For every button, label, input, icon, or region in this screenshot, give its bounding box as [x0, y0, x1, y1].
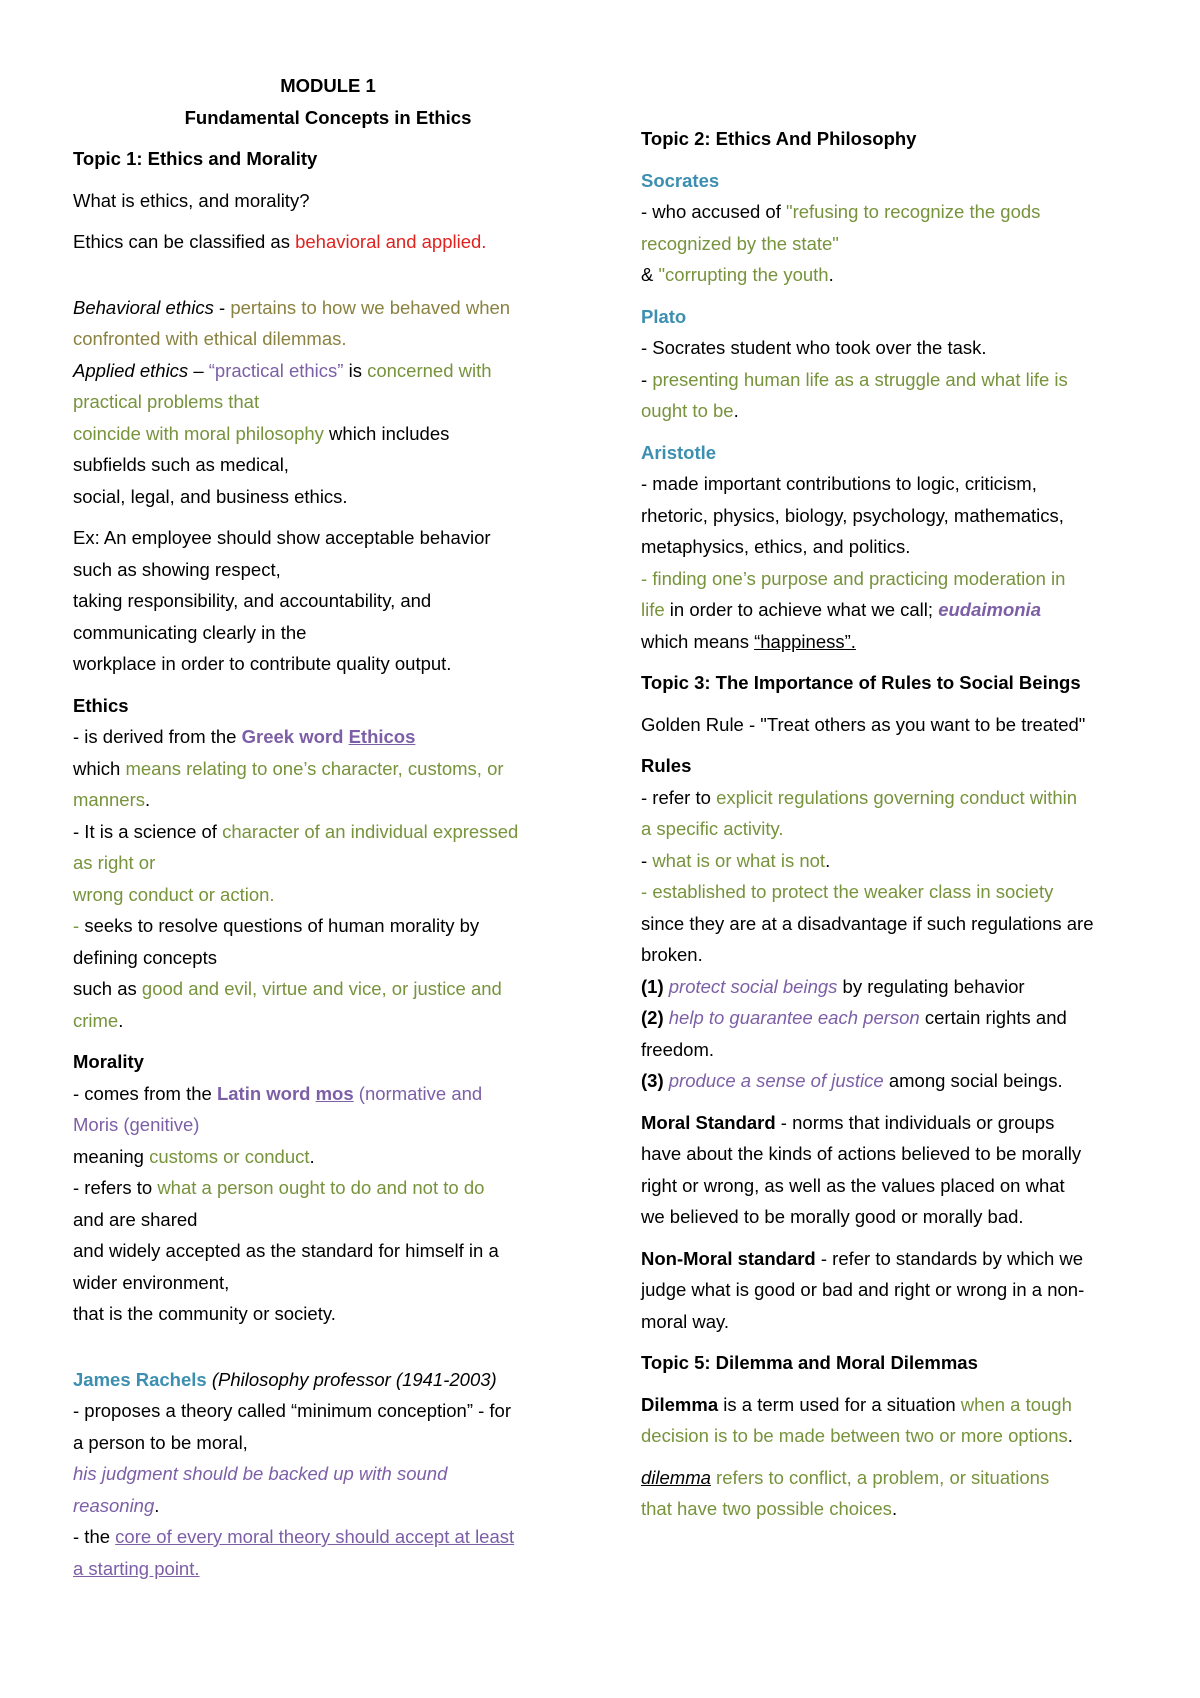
- plato-line-3: ought to be.: [641, 400, 739, 421]
- ethics-line-4: - It is a science of character of an individual expressed: [73, 820, 519, 842]
- ethics-line-8: defining concepts: [73, 946, 217, 968]
- rachels-line-2: - proposes a theory called “minimum conception” - for: [73, 1400, 512, 1421]
- moral-standard-line-2: have about the kinds of actions believed to be morally: [641, 1143, 1082, 1164]
- rules-line-2: a specific activity.: [641, 818, 784, 839]
- right-column: [641, 123, 1146, 1525]
- dilemma2-line-1: dilemma refers to conflict, a problem, or situations: [641, 1466, 1050, 1488]
- morality-line-7: wider environment,: [73, 1271, 230, 1293]
- moral-standard-line-3: right or wrong, as well as the values placed on what: [641, 1174, 1065, 1196]
- rachels-line-1: James Rachels (Philosophy professor (1941-2003): [73, 1368, 497, 1390]
- rules-line-4: - established to protect the weaker class in society: [641, 881, 1054, 902]
- ethics-line-10: crime.: [73, 1009, 124, 1031]
- plato-line-2: - presenting human life as a struggle and what life is: [641, 368, 1068, 390]
- behavioral-line-1: Behavioral ethics - pertains to how we behaved when: [73, 296, 511, 318]
- plato-heading: Plato: [641, 305, 687, 327]
- behavioral-line-2: confronted with ethical dilemmas.: [73, 328, 347, 349]
- example-line-3: taking responsibility, and accountability, and: [73, 590, 432, 611]
- morality-line-8: that is the community or society.: [73, 1303, 336, 1324]
- morality-line-1: - comes from the Latin word mos (normative and: [73, 1082, 483, 1104]
- rules-line-6: broken.: [641, 944, 703, 965]
- example-line-2: such as showing respect,: [73, 558, 281, 580]
- golden-rule: Golden Rule - "Treat others as you want to be treated": [641, 713, 1086, 735]
- nonmoral-line-2: judge what is good or bad and right or wrong in a non-: [641, 1279, 1085, 1300]
- rachels-line-6: - the core of every moral theory should accept at least: [73, 1526, 515, 1547]
- moral-standard-line-4: we believed to be morally good or morally bad.: [641, 1206, 1024, 1227]
- dilemma2-line-2: that have two possible choices.: [641, 1498, 898, 1519]
- dilemma-line-2: decision is to be made between two or more options.: [641, 1425, 1073, 1446]
- nonmoral-line-1: Non-Moral standard - refer to standards by which we: [641, 1247, 1084, 1269]
- morality-line-4: - refers to what a person ought to do and not to do: [73, 1177, 485, 1198]
- aristotle-line-5: life in order to achieve what we call; eudaimonia: [641, 599, 1041, 620]
- left-column: [73, 70, 583, 1584]
- rules-line-3: - what is or what is not.: [641, 849, 831, 871]
- ethics-line-3: manners.: [73, 789, 151, 810]
- rachels-line-4: his judgment should be backed up with sound: [73, 1463, 448, 1484]
- rules-heading: Rules: [641, 755, 692, 776]
- rule-item-2: (2) help to guarantee each person certain rights and: [641, 1007, 1067, 1028]
- ethics-line-1: - is derived from the Greek word Ethicos: [73, 726, 416, 747]
- applied-line-2: practical problems that: [73, 391, 260, 412]
- rule-item-1: (1) protect social beings by regulating behavior: [641, 975, 1025, 997]
- topic5-heading: Topic 5: Dilemma and Moral Dilemmas: [641, 1352, 978, 1373]
- moral-standard-line-1: Moral Standard - norms that individuals or groups: [641, 1111, 1055, 1133]
- rachels-line-7: a starting point.: [73, 1557, 200, 1579]
- rules-line-1: - refer to explicit regulations governing conduct within: [641, 786, 1078, 808]
- topic3-heading: Topic 3: The Importance of Rules to Social Beings: [641, 672, 1081, 693]
- module-label: MODULE 1: [280, 75, 376, 96]
- applied-line-1: Applied ethics – “practical ethics” is concerned with: [73, 359, 492, 381]
- rules-line-5: since they are at a disadvantage if such regulations are: [641, 912, 1094, 934]
- socrates-line-3: & "corrupting the youth.: [641, 264, 834, 285]
- aristotle-heading: Aristotle: [641, 441, 717, 463]
- ethics-line-2: which means relating to one’s character, customs, or: [73, 757, 504, 779]
- socrates-heading: Socrates: [641, 169, 720, 191]
- morality-line-2: Moris (genitive): [73, 1114, 200, 1135]
- socrates-line-2: recognized by the state": [641, 232, 839, 254]
- aristotle-line-4: - finding one’s purpose and practicing moderation in: [641, 567, 1066, 589]
- morality-heading: Morality: [73, 1051, 144, 1072]
- rule-item-3: (3) produce a sense of justice among social beings.: [641, 1070, 1063, 1091]
- ethics-line-6: wrong conduct or action.: [73, 883, 275, 905]
- rachels-line-3: a person to be moral,: [73, 1431, 248, 1453]
- aristotle-line-3: metaphysics, ethics, and politics.: [641, 536, 911, 557]
- ethics-line-7: - seeks to resolve questions of human morality by: [73, 915, 480, 936]
- example-line-1: Ex: An employee should show acceptable behavior: [73, 527, 491, 548]
- example-line-4: communicating clearly in the: [73, 621, 307, 643]
- morality-line-3: meaning customs or conduct.: [73, 1145, 315, 1167]
- page-title: Fundamental Concepts in Ethics: [184, 106, 472, 128]
- dilemma-line-1: Dilemma is a term used for a situation when a tough: [641, 1393, 1072, 1415]
- applied-line-5: social, legal, and business ethics.: [73, 485, 348, 507]
- ethics-line-9: such as good and evil, virtue and vice, or justice and: [73, 978, 502, 999]
- topic2-heading: Topic 2: Ethics And Philosophy: [641, 128, 917, 149]
- ethics-line-5: as right or: [73, 852, 156, 873]
- morality-line-5: and are shared: [73, 1208, 198, 1230]
- applied-line-3: coincide with moral philosophy which includes: [73, 422, 450, 444]
- aristotle-line-6: which means “happiness”.: [641, 630, 856, 652]
- topic1-heading: Topic 1: Ethics and Morality: [73, 148, 318, 169]
- aristotle-line-1: - made important contributions to logic, criticism,: [641, 473, 1037, 494]
- ethics-heading: Ethics: [73, 694, 129, 716]
- rachels-line-5: reasoning.: [73, 1494, 160, 1516]
- morality-line-6: and widely accepted as the standard for himself in a: [73, 1240, 499, 1261]
- example-line-5: workplace in order to contribute quality output.: [73, 653, 452, 674]
- nonmoral-line-3: moral way.: [641, 1310, 730, 1332]
- question-line: What is ethics, and morality?: [73, 189, 310, 211]
- applied-line-4: subfields such as medical,: [73, 454, 289, 475]
- plato-line-1: - Socrates student who took over the task.: [641, 337, 987, 358]
- aristotle-line-2: rhetoric, physics, biology, psychology, mathematics,: [641, 504, 1064, 526]
- classified-line: Ethics can be classified as behavioral and applied.: [73, 231, 487, 252]
- socrates-line-1: - who accused of "refusing to recognize the gods: [641, 201, 1041, 222]
- rule-item-2-cont: freedom.: [641, 1038, 715, 1060]
